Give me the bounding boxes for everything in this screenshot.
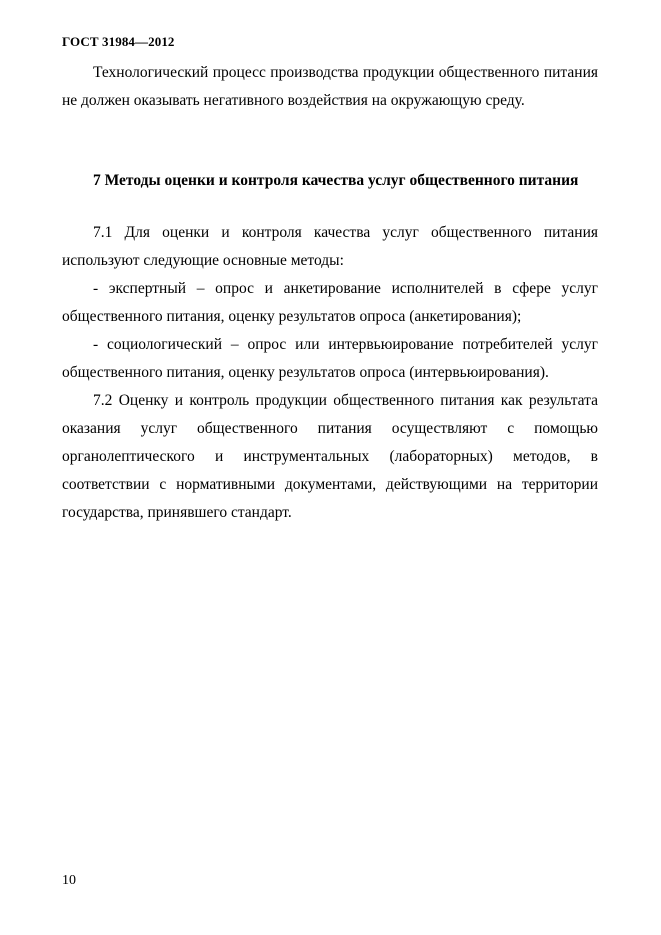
page-number: 10 <box>62 873 76 888</box>
paragraph-7-2: 7.2 Оценку и контроль продукции общественного питания как результата оказания услуг общественного питания осуществляют с помощью органолептического и инструментальных (лабораторных) методов, в соответствии с нормативными документами, действующими на территории государства, принявшего стандарт. <box>62 392 598 521</box>
intro-block <box>62 59 598 115</box>
intro-paragraph: Технологический процесс производства продукции общественного питания не должен оказывать негативного воздействия на окружающую среду. <box>62 64 598 109</box>
document-header-code: ГОСТ 31984—2012 <box>62 34 175 49</box>
paragraph-sociological-method: - социологический – опрос или интервьюирование потребителей услуг общественного питания, оценку результатов опроса (интервьюирования). <box>62 336 598 381</box>
section-heading: 7 Методы оценки и контроля качества услуг общественного питания <box>93 172 579 189</box>
paragraph-expert-method: - экспертный – опрос и анкетирование исполнителей в сфере услуг общественного питания, оценку результатов опроса (анкетирования); <box>62 280 598 325</box>
paragraph-7-1: 7.1 Для оценки и контроля качества услуг общественного питания используют следующие основные методы: <box>62 224 598 269</box>
section-body <box>62 219 598 527</box>
